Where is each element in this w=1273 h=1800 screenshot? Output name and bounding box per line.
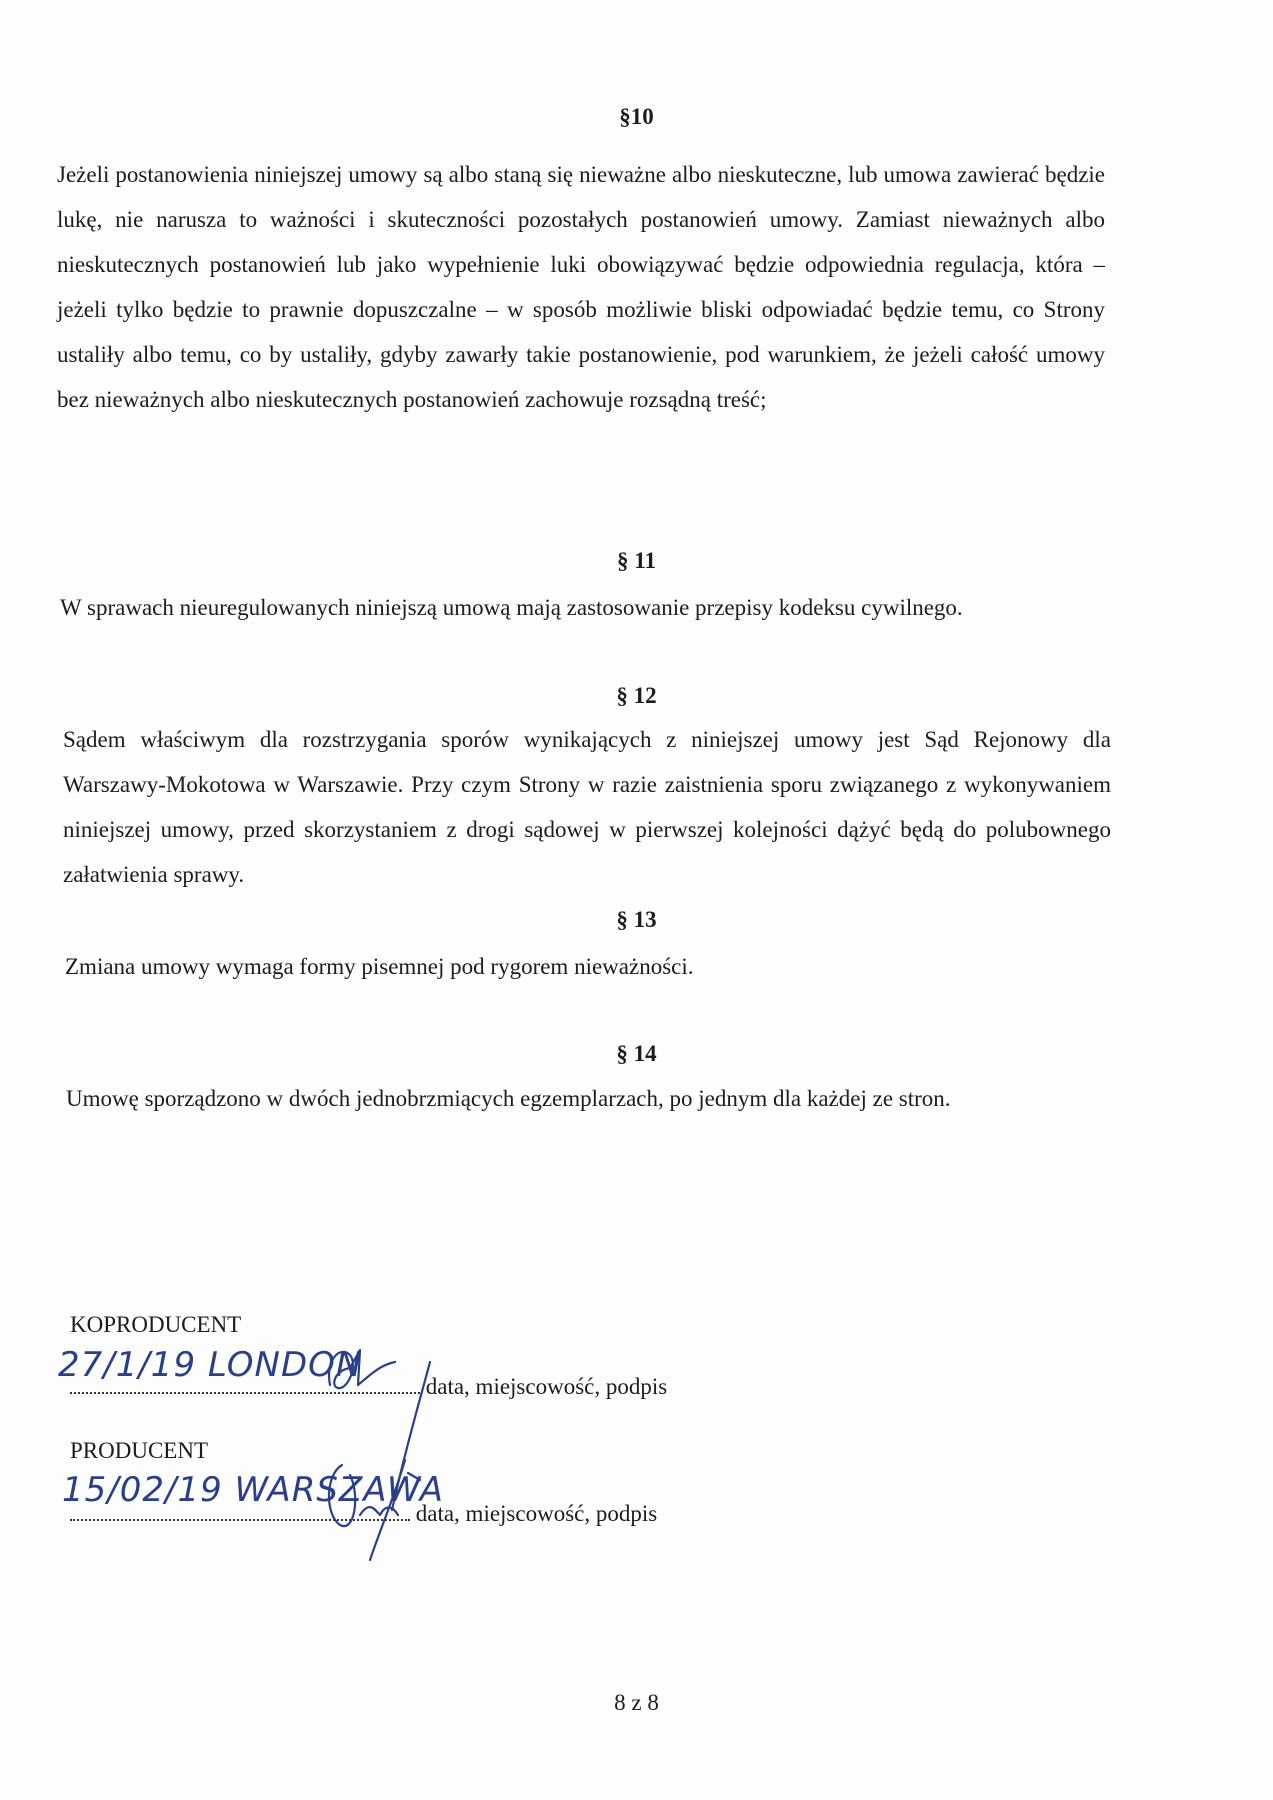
- section-14-heading: § 14: [616, 1041, 657, 1066]
- section-14-text: Umowę sporządzono w dwóch jednobrzmiących egzemplarzach, po jednym dla każdej ze stron.: [66, 1086, 951, 1111]
- koproducent-caption: data, miejscowość, podpis: [425, 1374, 668, 1399]
- section-11-text: W sprawach nieuregulowanych niniejszą umową mają zastosowanie przepisy kodeksu cywilnego.: [60, 595, 963, 620]
- section-10-text: Jeżeli postanowienia niniejszej umowy są albo staną się nieważne albo nieskuteczne, lub umowa zawierać będzie lukę, nie narusza to ważności i skuteczności pozostałych postanowień umowy. Zamiast nieważnych albo nieskutecznych postanowień lub jako wypełnienie luki obowiązywać będzie odpowiednia regulacja, która – jeżeli tylko będzie to prawnie dopuszczalne – w sposób możliwie bliski odpowiadać będzie temu, co Strony ustaliły albo temu, co by ustaliły, gdyby zawarły takie postanowienie, pod warunkiem, że jeżeli całość umowy bez nieważnych albo nieskutecznych postanowień zachowuje rozsądną treść;: [57, 162, 1105, 412]
- koproducent-handwritten-date-place: 27/1/19 LONDON: [58, 1345, 363, 1385]
- section-12-text: Sądem właściwym dla rozstrzygania sporów wynikających z niniejszej umowy jest Sąd Rejonowy dla Warszawy-Mokotowa w Warszawie. Przy czym Strony w razie zaistnienia sporu związanego z wykonywaniem niniejszej umowy, przed skorzystaniem z drogi sądowej w pierwszej kolejności dążyć będą do polubownego załatwienia sprawy.: [63, 727, 1111, 887]
- section-13-heading: § 13: [616, 907, 657, 932]
- koproducent-label: KOPRODUCENT: [70, 1312, 242, 1337]
- section-10-heading: §10: [619, 104, 654, 129]
- producent-label: PRODUCENT: [70, 1438, 209, 1463]
- producent-caption: data, miejscowość, podpis: [415, 1501, 658, 1526]
- section-11-heading: § 11: [617, 548, 656, 573]
- section-13-text: Zmiana umowy wymaga formy pisemnej pod rygorem nieważności.: [65, 954, 694, 979]
- producent-signature-mark: [320, 1455, 440, 1565]
- page-number: 8 z 8: [614, 1690, 659, 1715]
- section-12-heading: § 12: [616, 683, 657, 708]
- producent-handwritten-date-place: 15/02/19 WARSZAWA: [62, 1470, 445, 1510]
